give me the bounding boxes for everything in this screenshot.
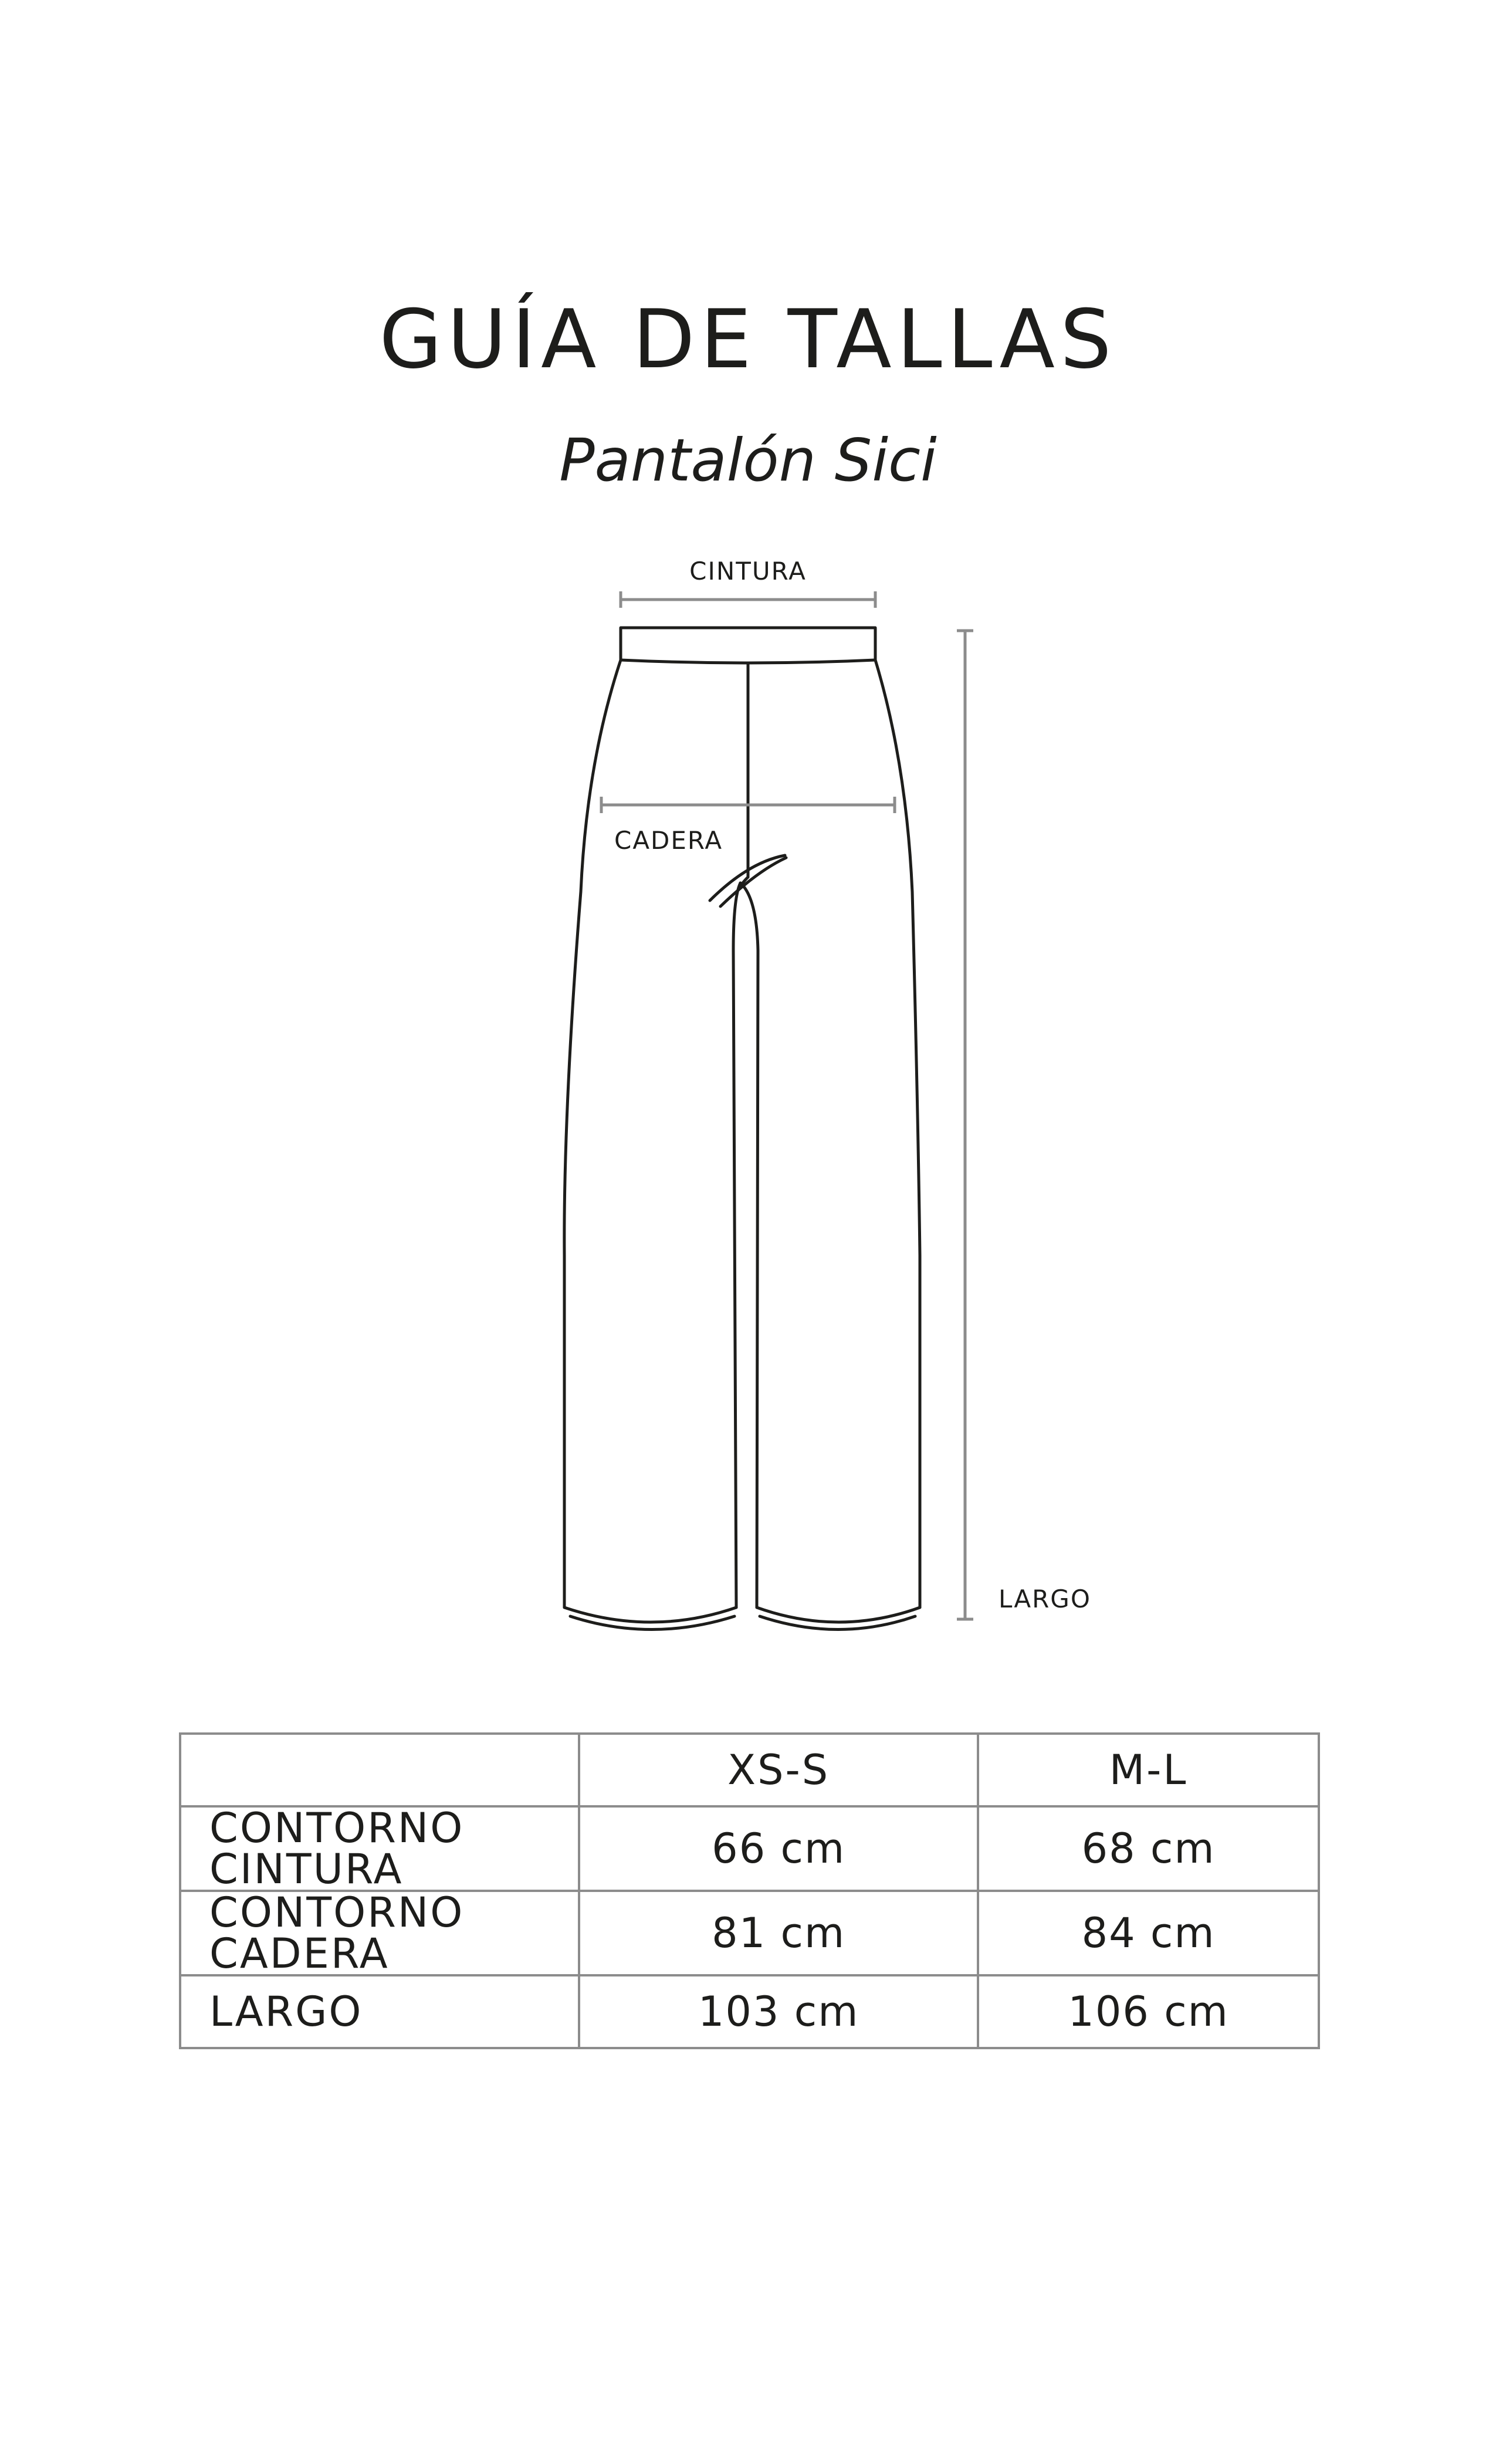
table-cell: 106 cm [978, 1975, 1319, 2048]
hip-label: CADERA [614, 826, 723, 855]
table-header-cell: M-L [978, 1734, 1319, 1806]
waist-label: CINTURA [689, 557, 807, 585]
length-dimension [957, 631, 1091, 1619]
table-cell: 84 cm [978, 1891, 1319, 1975]
waist-dimension [621, 557, 875, 608]
row-label: LARGO [180, 1975, 579, 2048]
pants-outline [564, 628, 920, 1630]
table-row [180, 1975, 1319, 2048]
size-table [179, 1732, 1320, 2049]
pants-diagram [0, 528, 1496, 1672]
table-header-cell [180, 1734, 579, 1806]
table-row [180, 1891, 1319, 1975]
length-label: LARGO [999, 1585, 1091, 1613]
table-cell: 66 cm [579, 1806, 978, 1891]
row-label: CONTORNO CADERA [180, 1891, 579, 1975]
table-header-row [180, 1734, 1319, 1806]
table-cell: 68 cm [978, 1806, 1319, 1891]
table-cell: 103 cm [579, 1975, 978, 2048]
row-label: CONTORNO CINTURA [180, 1806, 579, 1891]
table-cell: 81 cm [579, 1891, 978, 1975]
page-title: GUÍA DE TALLAS [379, 292, 1117, 387]
page-subtitle: Pantalón Sici [559, 426, 937, 495]
table-header-cell: XS-S [579, 1734, 978, 1806]
table-row [180, 1806, 1319, 1891]
